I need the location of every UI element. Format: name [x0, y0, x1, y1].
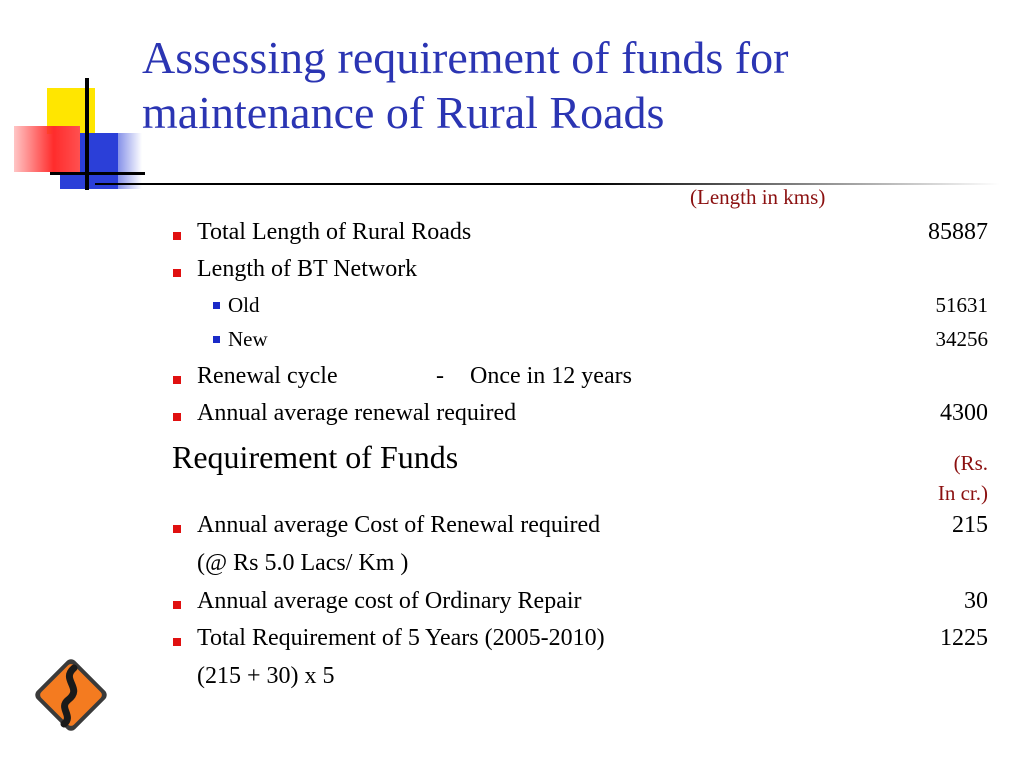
red-block	[14, 126, 80, 172]
total-length-label: Total Length of Rural Roads	[197, 219, 472, 245]
sub-bullet-square	[213, 302, 220, 309]
total-requirement-note: (215 + 30) x 5	[197, 663, 335, 689]
blue-block-fade	[100, 133, 142, 189]
funds-unit-line2: In cr.)	[937, 481, 988, 505]
winding-road-sign-icon	[30, 654, 112, 736]
renewal-cycle-detail: Once in 12 years	[470, 363, 632, 389]
old-value: 51631	[935, 293, 988, 317]
annual-renewal-label: Annual average renewal required	[197, 400, 517, 426]
total-length-value: 85887	[928, 219, 988, 245]
new-value: 34256	[935, 327, 988, 351]
corner-decoration	[0, 0, 160, 200]
cost-renewal-label: Annual average Cost of Renewal required	[197, 512, 601, 538]
funds-unit-line1: (Rs.	[953, 451, 988, 475]
funds-heading: Requirement of Funds	[172, 439, 459, 475]
cost-renewal-note: (@ Rs 5.0 Lacs/ Km )	[197, 550, 409, 576]
bullet-square	[173, 376, 181, 384]
funds-unit-note	[890, 448, 988, 508]
bullet-square	[173, 525, 181, 533]
bt-network-label: Length of BT Network	[197, 256, 418, 282]
bullet-square	[173, 232, 181, 240]
annual-renewal-value: 4300	[940, 400, 988, 426]
bullet-square	[173, 638, 181, 646]
renewal-cycle-label: Renewal cycle	[197, 363, 338, 389]
ordinary-repair-value: 30	[964, 588, 988, 614]
horizontal-line	[50, 172, 145, 175]
total-requirement-label: Total Requirement of 5 Years (2005-2010)	[197, 625, 605, 651]
old-label: Old	[228, 293, 260, 317]
new-label: New	[228, 327, 268, 351]
bullet-square	[173, 269, 181, 277]
ordinary-repair-label: Annual average cost of Ordinary Repair	[197, 588, 582, 614]
length-unit-note: (Length in kms)	[690, 185, 826, 209]
cost-renewal-value: 215	[952, 512, 988, 538]
total-requirement-value: 1225	[940, 625, 988, 651]
title-rule	[95, 183, 1000, 185]
renewal-cycle-dash: -	[436, 363, 444, 389]
bullet-square	[173, 601, 181, 609]
slide-title: Assessing requirement of funds for maintenance of Rural Roads	[142, 32, 789, 138]
bullet-square	[173, 413, 181, 421]
sub-bullet-square	[213, 336, 220, 343]
